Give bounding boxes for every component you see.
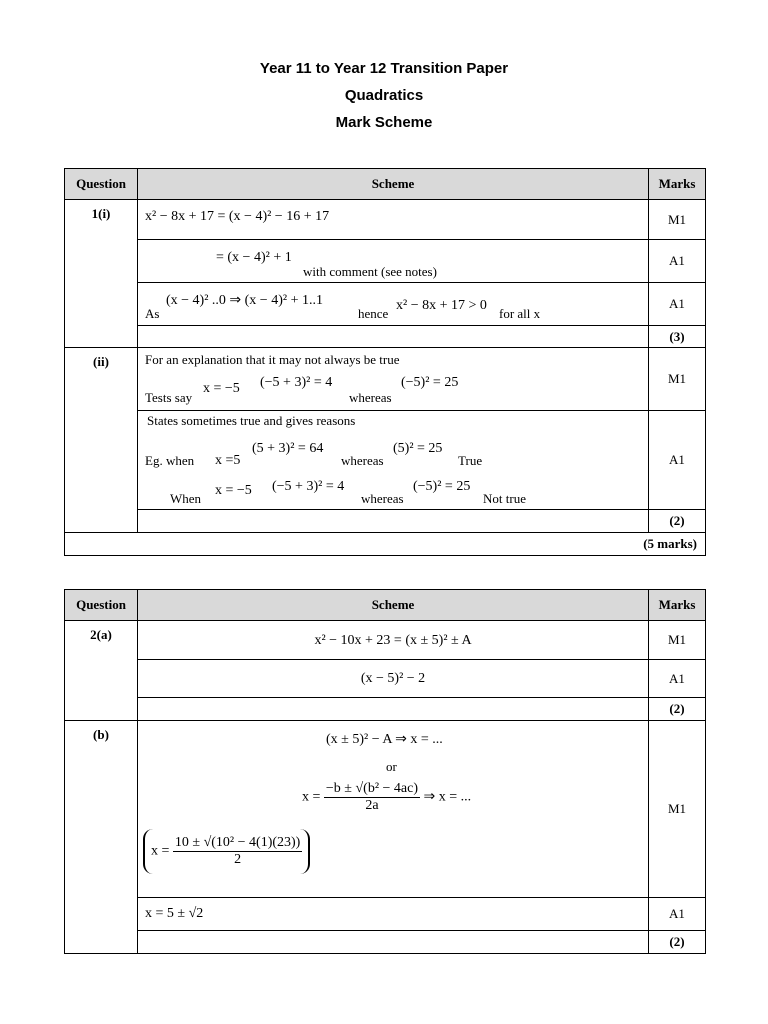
formula-denominator: 2a bbox=[365, 798, 379, 813]
scheme-cell bbox=[138, 411, 649, 510]
question-label: 2(a) bbox=[65, 621, 138, 721]
question-header: Question bbox=[65, 590, 138, 621]
scheme-cell-empty bbox=[138, 698, 649, 721]
formula-lhs: x = bbox=[302, 789, 321, 805]
subtotal-mark: (3) bbox=[649, 326, 706, 348]
substituted-formula bbox=[143, 829, 310, 874]
mark-cell: A1 bbox=[649, 898, 706, 931]
mark-cell: M1 bbox=[649, 200, 706, 240]
question-label: 1(i) bbox=[65, 200, 138, 348]
scheme-header: Scheme bbox=[138, 590, 649, 621]
formula-fraction bbox=[324, 781, 420, 814]
scheme-text: Eg. when bbox=[145, 453, 195, 468]
scheme-math: x = 5 ± √2 bbox=[145, 906, 204, 921]
scheme-cell-empty bbox=[138, 510, 649, 533]
scheme-math: (x ± 5)² − A ⇒ x = ... bbox=[326, 732, 443, 747]
mark-cell: A1 bbox=[649, 411, 706, 510]
marks-header: Marks bbox=[649, 590, 706, 621]
scheme-math: (−5 + 3)² = 4 bbox=[260, 375, 333, 390]
scheme-text: or bbox=[386, 759, 397, 774]
scheme-math: (−5 + 3)² = 4 bbox=[272, 479, 345, 494]
scheme-math: x² − 10x + 23 = (x ± 5)² ± A bbox=[314, 632, 472, 648]
scheme-cell-empty bbox=[138, 326, 649, 348]
total-marks: (5 marks) bbox=[65, 533, 706, 556]
scheme-cell bbox=[138, 621, 649, 660]
scheme-math: x² − 8x + 17 > 0 bbox=[396, 298, 487, 313]
scheme-math: x = −5 bbox=[215, 483, 252, 498]
scheme-text: As bbox=[145, 306, 160, 321]
scheme-math: = (x − 4)² + 1 bbox=[216, 250, 292, 265]
mark-scheme-table-q2 bbox=[64, 589, 706, 954]
scheme-text: whereas bbox=[341, 453, 384, 468]
paper-title: Year 11 to Year 12 Transition Paper bbox=[259, 60, 509, 77]
scheme-math: (5)² = 25 bbox=[393, 441, 443, 456]
subtotal-mark: (2) bbox=[649, 510, 706, 533]
formula-numerator: 10 ± √(10² − 4(1)(23)) bbox=[174, 835, 301, 850]
scheme-cell bbox=[138, 200, 649, 240]
mark-cell: M1 bbox=[649, 348, 706, 411]
formula-rhs: ⇒ x = ... bbox=[423, 789, 472, 805]
scheme-text: hence bbox=[358, 306, 389, 321]
formula-numerator: −b ± √(b² − 4ac) bbox=[325, 781, 419, 796]
paper-subtitle: Mark Scheme bbox=[335, 114, 433, 131]
scheme-math: (−5)² = 25 bbox=[413, 479, 471, 494]
scheme-text: for all x bbox=[499, 306, 541, 321]
mark-cell: A1 bbox=[649, 660, 706, 698]
question-label: (b) bbox=[65, 721, 138, 954]
scheme-cell bbox=[138, 240, 649, 283]
scheme-cell bbox=[138, 283, 649, 326]
scheme-math: (−5)² = 25 bbox=[401, 375, 459, 390]
scheme-header: Scheme bbox=[138, 169, 649, 200]
scheme-math: (x − 4)² ..0 ⇒ (x − 4)² + 1..1 bbox=[166, 293, 323, 308]
scheme-math: x² − 8x + 17 = (x − 4)² − 16 + 17 bbox=[145, 209, 330, 224]
mark-scheme-table-q1 bbox=[64, 168, 706, 556]
scheme-math: (5 + 3)² = 64 bbox=[252, 441, 324, 456]
formula-denominator: 2 bbox=[234, 852, 242, 867]
scheme-cell bbox=[138, 660, 649, 698]
paper-topic: Quadratics bbox=[344, 87, 424, 104]
quadratic-formula bbox=[302, 781, 471, 814]
subtotal-mark: (2) bbox=[649, 698, 706, 721]
scheme-math: x = −5 bbox=[203, 381, 240, 396]
scheme-cell bbox=[138, 348, 649, 411]
formula-lhs: x = bbox=[151, 843, 170, 859]
mark-cell: M1 bbox=[649, 621, 706, 660]
subtotal-mark: (2) bbox=[649, 931, 706, 954]
mark-cell: A1 bbox=[649, 283, 706, 326]
scheme-text: whereas bbox=[361, 491, 404, 506]
scheme-text: Tests say bbox=[145, 390, 193, 405]
mark-cell: M1 bbox=[649, 721, 706, 898]
marks-header: Marks bbox=[649, 169, 706, 200]
scheme-text: States sometimes true and gives reasons bbox=[147, 413, 356, 428]
scheme-text: When bbox=[170, 491, 202, 506]
question-label: (ii) bbox=[65, 348, 138, 533]
formula-fraction bbox=[173, 835, 302, 868]
scheme-math: (x − 5)² − 2 bbox=[360, 671, 426, 686]
scheme-cell bbox=[138, 721, 649, 898]
scheme-cell-empty bbox=[138, 931, 649, 954]
scheme-text: Not true bbox=[483, 491, 526, 506]
scheme-text: whereas bbox=[349, 390, 392, 405]
scheme-text: For an explanation that it may not always be true bbox=[145, 352, 400, 367]
mark-cell: A1 bbox=[649, 240, 706, 283]
scheme-comment: with comment (see notes) bbox=[303, 264, 437, 279]
question-header: Question bbox=[65, 169, 138, 200]
scheme-math: x =5 bbox=[215, 453, 241, 468]
scheme-cell bbox=[138, 898, 649, 931]
scheme-text: True bbox=[458, 453, 483, 468]
